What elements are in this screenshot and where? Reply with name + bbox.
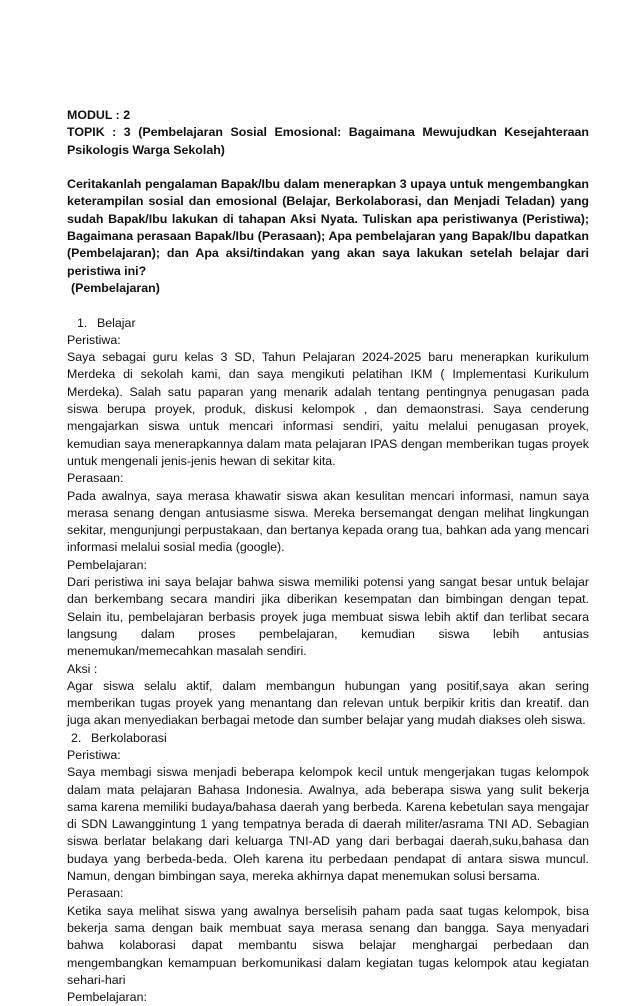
prompt-sub: (Pembelajaran): [71, 280, 160, 295]
section-number: 2.: [71, 730, 82, 745]
peristiwa-text: Saya membagi siswa menjadi beberapa kelompok kecil untuk mengerjakan tugas kelompok dalam mata pelajaran Bahasa Indonesia. Awalnya, ada beberapa siswa yang sulit bekerja sama karena memiliki budaya/bahasa daerah yang berbeda. Karena kebetulan saya mengajar di SDN Lawanggintung 1 yang tempatnya berada di daerah militer/asrama TNI AD. Sebagian siswa berlatar belakang dari keluarga TNI-AD yang dari berbagai daerah,suku,bahasa dan budaya yang berbeda-beda. Oleh karena itu perbedaan pendapat di antara siswa muncul. Namun, dengan bimbingan saya, mereka akhirnya dapat menemukan solusi bersama.: [67, 765, 589, 884]
peristiwa-label: Peristiwa:: [67, 332, 121, 347]
aksi-text: Agar siswa selalu aktif, dalam membangun hubungan yang positif,saya akan sering memberikan tugas proyek yang menantang dan relevan untuk berpikir kritis dan kreatif. dan juga akan menyediakan berbagai metode dan sumber belajar yang mudah diakses oleh siswa.: [67, 678, 589, 728]
document-content: [67, 107, 589, 1006]
pembelajaran-text: Dari peristiwa ini saya belajar bahwa siswa memiliki potensi yang sangat besar untuk belajar dan berkembang secara mandiri jika diberikan kesempatan dan bimbingan dengan tepat. Selain itu, pembelajaran berbasis proyek juga membuat siswa lebih aktif dan terlibat secara langsung dalam proses pembelajaran, kemudian siswa lebih antusias menemukan/memecahkan masalah sendiri.: [67, 575, 589, 659]
peristiwa-text: Saya sebagai guru kelas 3 SD, Tahun Pelajaran 2024-2025 baru menerapkan kurikulum Merdeka di sekolah kami, dan saya mengikuti pelatihan IKM ( Implementasi Kurikulum Merdeka). Salah satu paparan yang menarik adalah tentang pentingnya penugasan pada siswa berupa proyek, produk, diskusi kelompok , dan demaonstrasi. Saya cenderung mengajarkan siswa untuk mencari informasi sendiri, yaitu melalui penugasan proyek, kemudian saya menerapkannya dalam mata pelajaran IPAS dengan memberikan tugas proyek untuk mengenali jenis-jenis hewan di sekitar kita.: [67, 350, 589, 468]
section-berkolaborasi-heading: [67, 730, 589, 747]
perasaan-label: Perasaan:: [67, 886, 124, 901]
aksi-label: Aksi :: [67, 661, 98, 676]
topik-heading: TOPIK : 3 (Pembelajaran Sosial Emosional: Bagaimana Mewujudkan Kesejahteraan Psikologis Warga Sekolah): [67, 125, 589, 157]
perasaan-text: Pada awalnya, saya merasa khawatir siswa akan kesulitan mencari informasi, namun saya merasa senang dengan antusiasme siswa. Mereka bersemangat dengan melihat lingkungan sekitar, mengunjungi perpustakaan, dan bertanya kepada orang tua, bahkan ada yang mencari informasi melalui sosial media (google).: [67, 488, 589, 555]
peristiwa-label: Peristiwa:: [67, 747, 121, 762]
modul-heading: MODUL : 2: [67, 108, 131, 122]
section-title: Berkolaborasi: [91, 730, 167, 745]
perasaan-text: Ketika saya melihat siswa yang awalnya berselisih paham pada saat tugas kelompok, bisa bekerja sama dengan baik membuat saya merasa senang dan bangga. Saya menyadari bahwa kolaborasi dapat membantu siswa belajar menghargai perbedaan dan mengembangkan kemampuan berkomunikasi dalam kegiatan tugas kelompok atau kegiatan sehari-hari: [67, 903, 589, 987]
section-title: Belajar: [97, 315, 136, 330]
pembelajaran-label: Pembelajaran:: [67, 990, 147, 1005]
prompt-text: Ceritakanlah pengalaman Bapak/Ibu dalam menerapkan 3 upaya untuk mengembangkan keterampilan sosial dan emosional (Belajar, Berkolaborasi, dan Menjadi Teladan) yang sudah Bapak/Ibu lakukan di tahapan Aksi Nyata. Tuliskan apa peristiwanya (Peristiwa); Bagaimana perasaan Bapak/Ibu (Perasaan); Apa pembelajaran yang Bapak/Ibu dapatkan (Pembelajaran); dan Apa aksi/tindakan yang akan saya lakukan setelah belajar dari peristiwa ini?: [67, 177, 589, 278]
pembelajaran-label: Pembelajaran:: [67, 557, 147, 572]
section-belajar-heading: [67, 315, 589, 332]
section-number: 1.: [77, 315, 88, 330]
perasaan-label: Perasaan:: [67, 471, 124, 486]
